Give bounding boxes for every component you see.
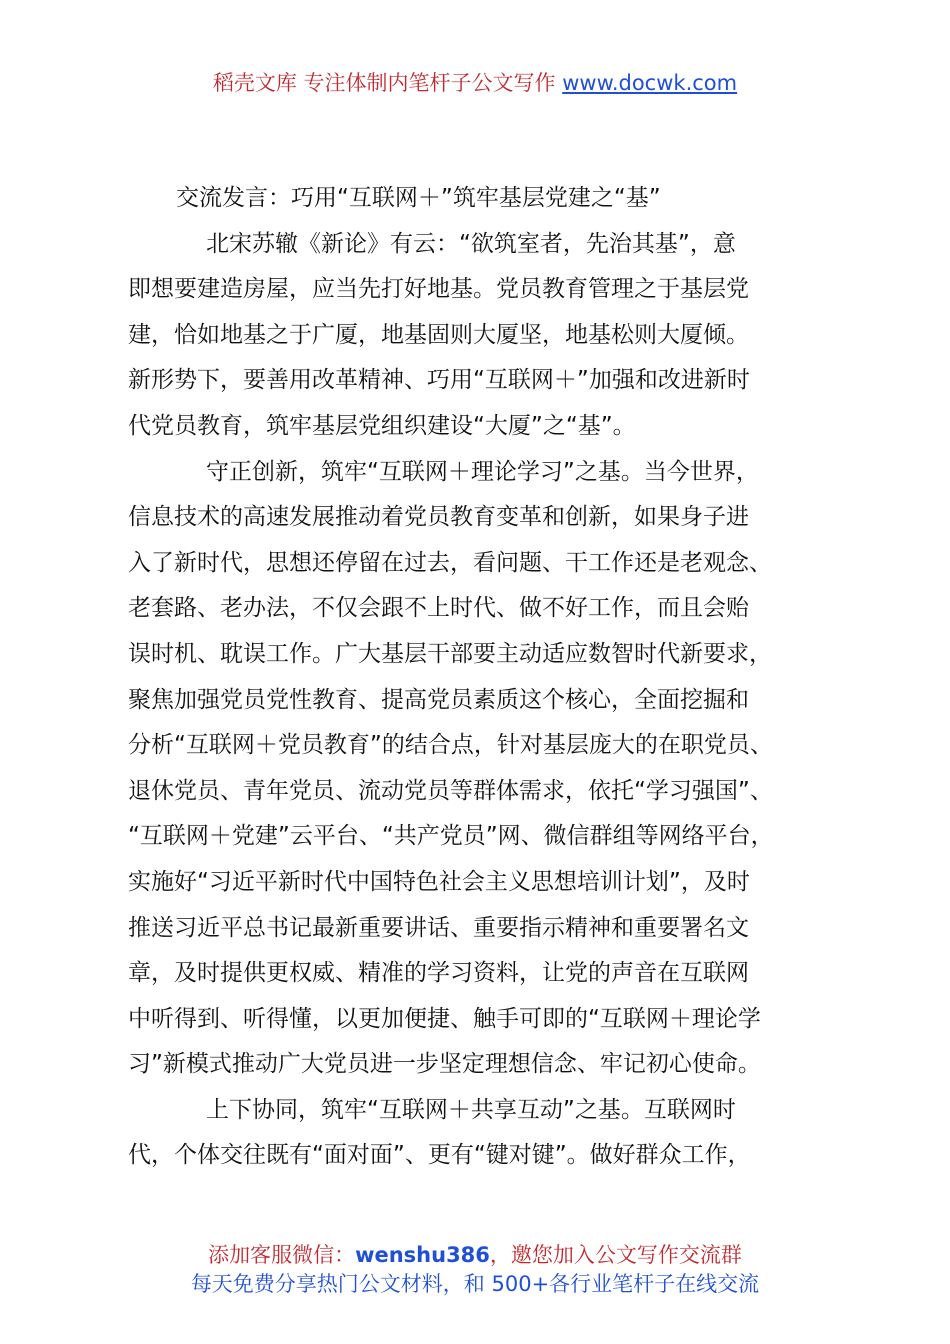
footer-prefix: 添加客服微信： — [208, 1243, 356, 1267]
text-line: 推送习近平总书记最新重要讲话、重要指示精神和重要署名文 — [128, 914, 749, 941]
footer-suffix: ，邀您加入公文写作交流群 — [489, 1243, 742, 1267]
text-line: 代党员教育，筑牢基层党组织建设“大厦”之“基”。 — [128, 412, 636, 439]
text-line: 退休党员、青年党员、流动党员等群体需求，依托“学习强国”、 — [128, 777, 773, 804]
document-body — [128, 176, 828, 1179]
text-line: 新形势下，要善用改革精神、巧用“互联网＋”加强和改进新时 — [128, 367, 750, 394]
text-line: 习”新模式推动广大党员进一步坚定理想信念、牢记初心使命。 — [128, 1051, 761, 1078]
text-line: “互联网＋党建”云平台、“共产党员”网、微信群组等网络平台， — [128, 823, 774, 850]
text-line: 误时机、耽误工作。广大基层干部要主动适应数智时代新要求， — [128, 640, 772, 667]
text-line: 北宋苏辙《新论》有云：“欲筑室者，先治其基”，意 — [206, 230, 736, 257]
text-line: 上下协同，筑牢“互联网＋共享互动”之基。互联网时 — [206, 1096, 736, 1123]
text-line: 信息技术的高速发展推动着党员教育变革和创新，如果身子进 — [128, 504, 749, 531]
document-title: 交流发言：巧用“互联网＋”筑牢基层党建之“基” — [176, 185, 661, 211]
text-line: 聚焦加强党员党性教育、提高党员素质这个核心，全面挖掘和 — [128, 686, 749, 713]
text-line: 守正创新，筑牢“互联网＋理论学习”之基。当今世界， — [206, 458, 759, 485]
text-line: 即想要建造房屋，应当先打好地基。党员教育管理之于基层党 — [128, 276, 749, 303]
text-line: 入了新时代，思想还停留在过去，看问题、干工作还是老观念、 — [128, 549, 772, 576]
text-line: 建，恰如地基之于广厦，地基固则大厦坚，地基松则大厦倾。 — [128, 321, 749, 348]
footer-line-1 — [0, 1241, 950, 1270]
paragraph-2 — [128, 450, 828, 1088]
paragraph-1 — [128, 222, 828, 450]
text-line: 中听得到、听得懂，以更加便捷、触手可即的“互联网＋理论学 — [128, 1005, 761, 1032]
page-header — [0, 68, 950, 98]
text-line: 老套路、老办法，不仅会跟不上时代、做不好工作，而且会贻 — [128, 595, 749, 622]
paragraph-3 — [128, 1088, 828, 1179]
text-line: 章，及时提供更权威、精准的学习资料，让党的声音在互联网 — [128, 960, 749, 987]
brand-text: 稻壳文库 专注体制内笔杆子公文写作 — [212, 71, 563, 95]
website-link[interactable]: www.docwk.com — [562, 71, 738, 95]
text-line: 分析“互联网＋党员教育”的结合点，针对基层庞大的在职党员、 — [128, 732, 773, 759]
wechat-id: wenshu386 — [355, 1243, 490, 1267]
text-line: 代，个体交往既有“面对面”、更有“键对键”。做好群众工作， — [128, 1142, 751, 1169]
footer-line-2: 每天免费分享热门公文材料，和 500+各行业笔杆子在线交流 — [190, 1272, 760, 1296]
text-line: 实施好“习近平新时代中国特色社会主义思想培训计划”，及时 — [128, 868, 750, 895]
page-footer — [0, 1241, 950, 1299]
